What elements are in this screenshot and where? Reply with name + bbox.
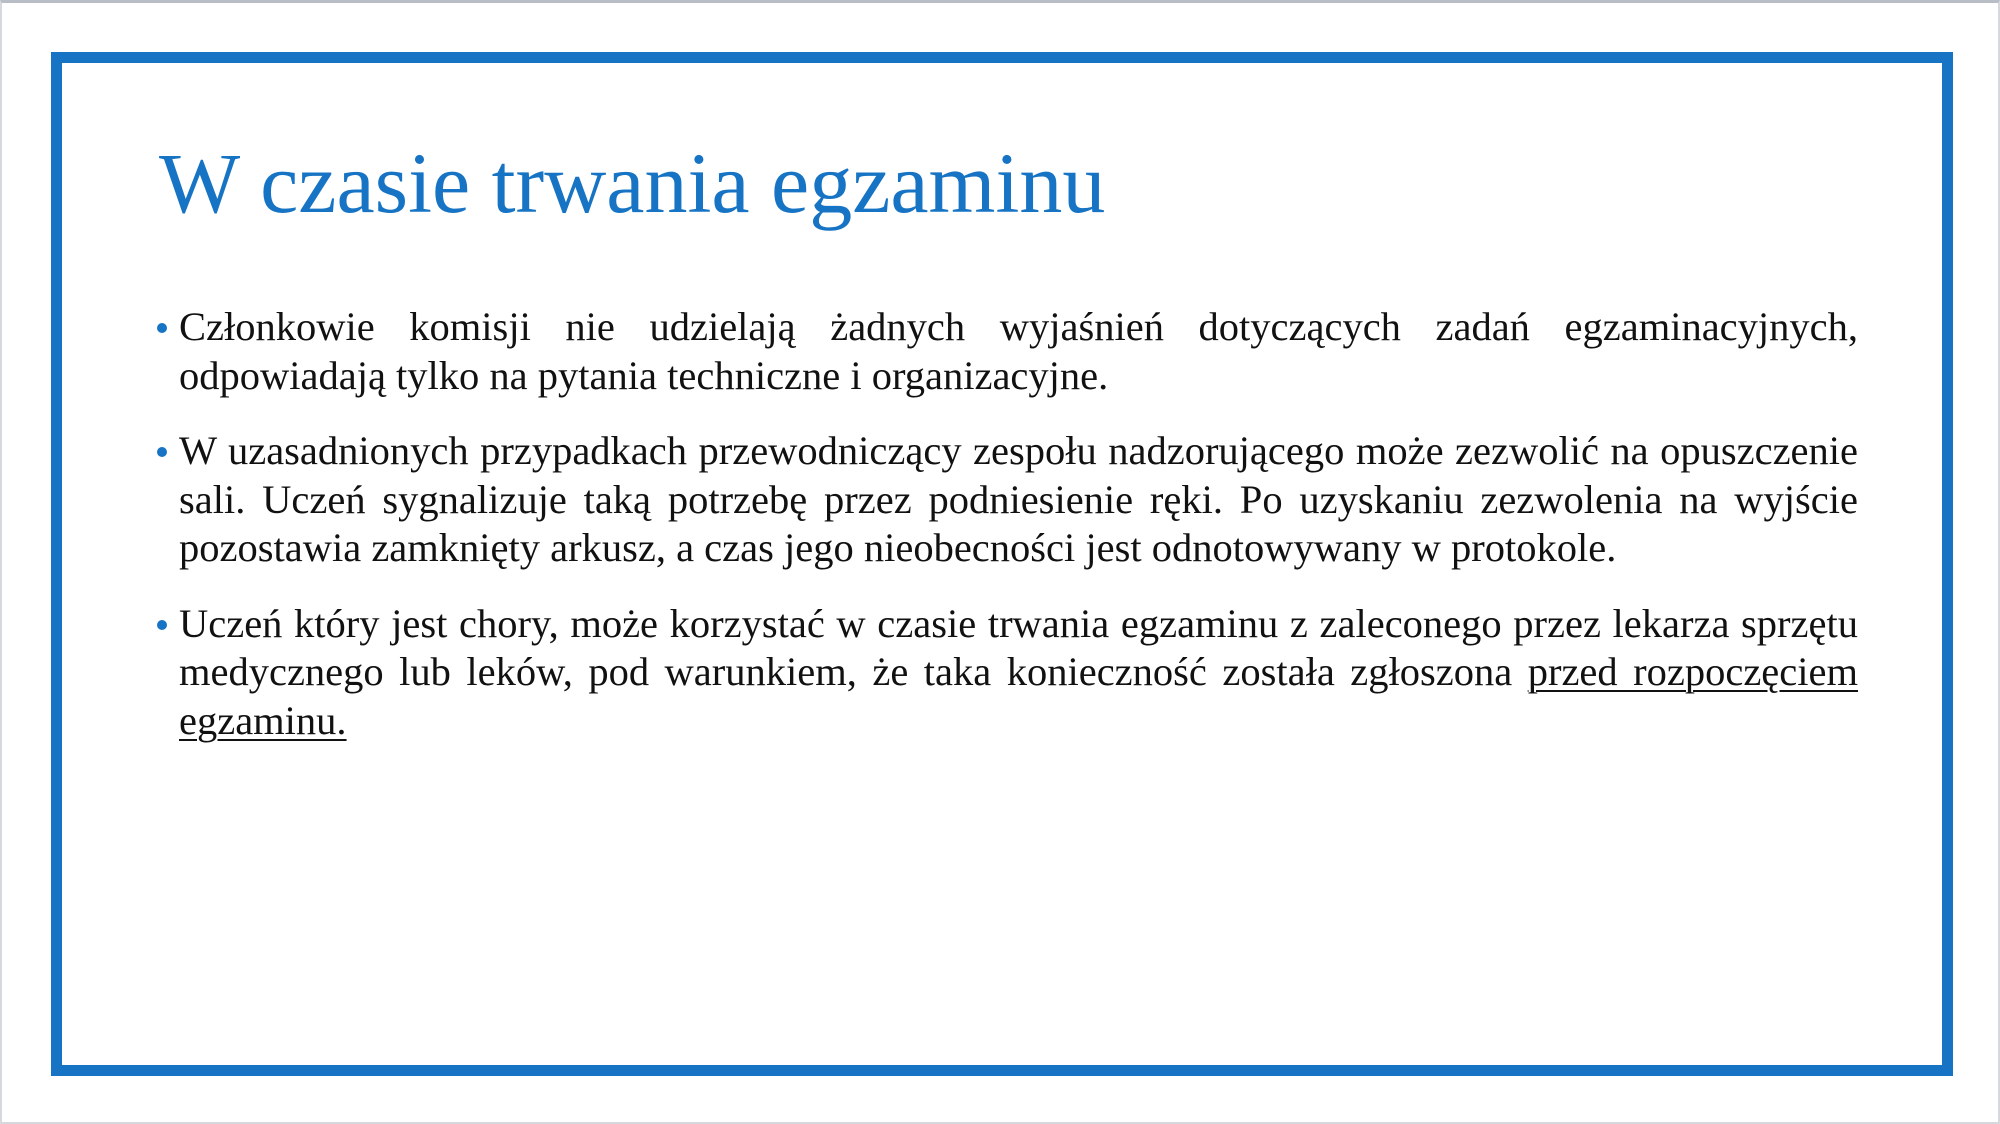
bullet-icon [157,323,167,333]
bullet-item-medical-equipment [179,600,1858,746]
bullet-text: Członkowie komisji nie udzielają żadnych wyjaśnień dotyczących zadań egzaminacyjnych, odpowiadają tylko na pytania techniczne i organizacyjne. [179,304,1858,398]
bullet-icon [157,620,167,630]
slide-title: W czasie trwania egzaminu [159,135,1106,231]
bullet-item-leaving-room [179,427,1858,573]
underlined-text: przed rozpoczęciem egzaminu. [179,649,1858,743]
bullet-text: Uczeń który jest chory, może korzystać w czasie trwania egzaminu z zaleconego przez lekarza sprzętu medycznego lub leków, pod warunkiem, że taka konieczność została zgłoszona [179,600,1858,694]
bullet-text: W uzasadnionych przypadkach przewodniczący zespołu nadzorującego może zezwolić na opuszczenie sali. Uczeń sygnalizuje taką potrzebę przez podniesienie ręki. Po uzyskaniu zezwolenia na wyjście pozostawia zamknięty arkusz, a czas jego nieobecności jest odnotowywany w protokole. [179,428,1858,570]
bullet-icon [157,447,167,457]
bullet-item-commission-questions [179,303,1858,400]
bullet-list [179,303,1858,745]
